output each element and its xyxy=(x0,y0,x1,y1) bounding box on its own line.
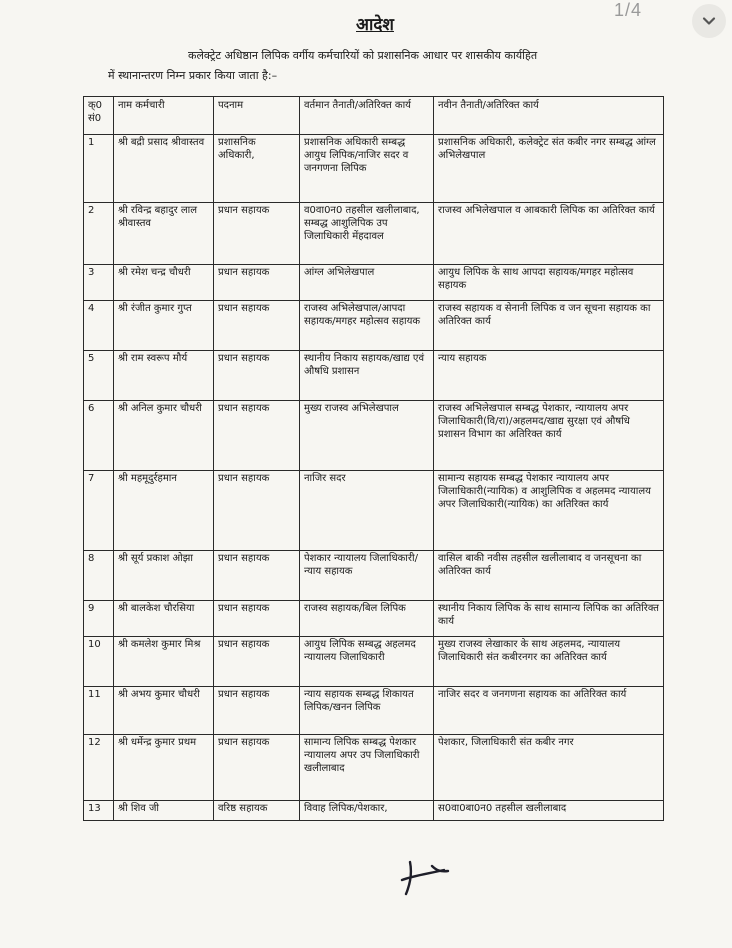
table-row xyxy=(84,687,664,735)
cell-current: राजस्व सहायक/बिल लिपिक xyxy=(300,601,434,637)
page-indicator: 1/4 xyxy=(614,0,643,20)
cell-name: श्री बालकेश चौरसिया xyxy=(114,601,214,637)
cell-designation: प्रधान सहायक xyxy=(214,735,300,801)
cell-current: आंग्ल अभिलेखपाल xyxy=(300,265,434,301)
cell-current: नाजिर सदर xyxy=(300,471,434,551)
cell-designation: प्रधान सहायक xyxy=(214,637,300,687)
table-row xyxy=(84,637,664,687)
cell-new: पेशकार, जिलाधिकारी संत कबीर नगर xyxy=(434,735,664,801)
cell-name: श्री शिव जी xyxy=(114,801,214,821)
table-row xyxy=(84,203,664,265)
cell-current: प्रशासनिक अधिकारी सम्बद्ध आयुध लिपिक/नाजिर सदर व जनगणना लिपिक xyxy=(300,135,434,203)
cell-name: श्री महमूदुर्रहमान xyxy=(114,471,214,551)
intro-line-2: में स्थानान्तरण निम्न प्रकार किया जाता है:– xyxy=(108,69,278,82)
cell-serial: 12 xyxy=(84,735,114,801)
cell-designation: प्रशासनिक अधिकारी, xyxy=(214,135,300,203)
header-name: नाम कर्मचारी xyxy=(114,97,214,135)
cell-current: आयुध लिपिक सम्बद्ध अहलमद न्यायालय जिलाधिकारी xyxy=(300,637,434,687)
cell-designation: प्रधान सहायक xyxy=(214,301,300,351)
cell-name: श्री धर्मेन्द्र कुमार प्रथम xyxy=(114,735,214,801)
cell-serial: 3 xyxy=(84,265,114,301)
intro-line-1: कलेक्ट्रेट अधिष्ठान लिपिक वर्गीय कर्मचारियों को प्रशासनिक आधार पर शासकीय कार्यहित xyxy=(188,49,538,62)
cell-serial: 4 xyxy=(84,301,114,351)
signature-mark xyxy=(392,858,456,898)
chevron-down-icon[interactable] xyxy=(692,4,726,38)
cell-new: स0वा0बा0न0 तहसील खलीलाबाद xyxy=(434,801,664,821)
table-row xyxy=(84,735,664,801)
cell-new: मुख्य राजस्व लेखाकार के साथ अहलमद, न्यायालय जिलाधिकारी संत कबीरनगर का अतिरिक्त कार्य xyxy=(434,637,664,687)
cell-designation: प्रधान सहायक xyxy=(214,687,300,735)
document-title: आदेश xyxy=(356,15,394,35)
table-header-row xyxy=(84,97,664,135)
cell-new: आयुध लिपिक के साथ आपदा सहायक/मगहर महोत्सव सहायक xyxy=(434,265,664,301)
table-row xyxy=(84,265,664,301)
cell-name: श्री सूर्य प्रकाश ओझा xyxy=(114,551,214,601)
chevron-down-glyph xyxy=(701,13,717,29)
table-row xyxy=(84,471,664,551)
cell-current: विवाह लिपिक/पेशकार, xyxy=(300,801,434,821)
cell-new: सामान्य सहायक सम्बद्ध पेशकार न्यायालय अपर जिलाधिकारी(न्यायिक) व आशुलिपिक व अहलमद न्यायालय अपर जिलाधिकारी(न्यायिक) का अतिरिक्त कार्य xyxy=(434,471,664,551)
cell-current: व0वा0न0 तहसील खलीलाबाद, सम्बद्ध आशुलिपिक उप जिलाधिकारी मेंहदावल xyxy=(300,203,434,265)
table-row xyxy=(84,301,664,351)
cell-designation: वरिष्ठ सहायक xyxy=(214,801,300,821)
cell-name: श्री कमलेश कुमार मिश्र xyxy=(114,637,214,687)
cell-serial: 2 xyxy=(84,203,114,265)
table-row xyxy=(84,401,664,471)
cell-new: वासिल बाकी नवीस तहसील खलीलाबाद व जनसूचना का अतिरिक्त कार्य xyxy=(434,551,664,601)
cell-designation: प्रधान सहायक xyxy=(214,203,300,265)
table-row xyxy=(84,601,664,637)
header-serial: क्0 सं0 xyxy=(84,97,114,135)
cell-serial: 6 xyxy=(84,401,114,471)
cell-serial: 5 xyxy=(84,351,114,401)
header-new-posting: नवीन तैनाती/अतिरिक्त कार्य xyxy=(434,97,664,135)
transfer-table xyxy=(83,96,664,821)
cell-name: श्री अनिल कुमार चौधरी xyxy=(114,401,214,471)
cell-new: प्रशासनिक अधिकारी, कलेक्ट्रेट संत कबीर नगर सम्बद्ध आंग्ल अभिलेखपाल xyxy=(434,135,664,203)
cell-new: न्याय सहायक xyxy=(434,351,664,401)
cell-designation: प्रधान सहायक xyxy=(214,265,300,301)
cell-current: स्थानीय निकाय सहायक/खाद्य एवं औषधि प्रशासन xyxy=(300,351,434,401)
cell-name: श्री रमेश चन्द्र चौधरी xyxy=(114,265,214,301)
table-row xyxy=(84,801,664,821)
cell-new: राजस्व सहायक व सेनानी लिपिक व जन सूचना सहायक का अतिरिक्त कार्य xyxy=(434,301,664,351)
table-row xyxy=(84,135,664,203)
cell-serial: 11 xyxy=(84,687,114,735)
cell-current: पेशकार न्यायालय जिलाधिकारी/न्याय सहायक xyxy=(300,551,434,601)
cell-serial: 10 xyxy=(84,637,114,687)
cell-name: श्री बद्री प्रसाद श्रीवास्तव xyxy=(114,135,214,203)
table-row xyxy=(84,551,664,601)
cell-name: श्री अभय कुमार चौधरी xyxy=(114,687,214,735)
cell-designation: प्रधान सहायक xyxy=(214,351,300,401)
cell-current: राजस्व अभिलेखपाल/आपदा सहायक/मगहर महोत्सव सहायक xyxy=(300,301,434,351)
cell-current: मुख्य राजस्व अभिलेखपाल xyxy=(300,401,434,471)
cell-new: स्थानीय निकाय लिपिक के साथ सामान्य लिपिक का अतिरिक्त कार्य xyxy=(434,601,664,637)
cell-designation: प्रधान सहायक xyxy=(214,601,300,637)
cell-current: सामान्य लिपिक सम्बद्ध पेशकार न्यायालय अपर उप जिलाधिकारी खलीलाबाद xyxy=(300,735,434,801)
cell-name: श्री रविन्द्र बहादुर लाल श्रीवास्तव xyxy=(114,203,214,265)
cell-name: श्री राम स्वरूप मौर्य xyxy=(114,351,214,401)
cell-serial: 1 xyxy=(84,135,114,203)
cell-serial: 9 xyxy=(84,601,114,637)
header-designation: पदनाम xyxy=(214,97,300,135)
cell-designation: प्रधान सहायक xyxy=(214,551,300,601)
cell-serial: 7 xyxy=(84,471,114,551)
table-row xyxy=(84,351,664,401)
cell-name: श्री रंजीत कुमार गुप्त xyxy=(114,301,214,351)
cell-new: नाजिर सदर व जनगणना सहायक का अतिरिक्त कार्य xyxy=(434,687,664,735)
cell-new: राजस्व अभिलेखपाल सम्बद्ध पेशकार, न्यायालय अपर जिलाधिकारी(वि/रा)/अहलमद/खाद्य सुरक्षा एवं औषधि प्रशासन विभाग का अतिरिक्त कार्य xyxy=(434,401,664,471)
cell-current: न्याय सहायक सम्बद्ध शिकायत लिपिक/खनन लिपिक xyxy=(300,687,434,735)
cell-designation: प्रधान सहायक xyxy=(214,401,300,471)
intro-paragraph xyxy=(108,46,668,86)
cell-new: राजस्व अभिलेखपाल व आबकारी लिपिक का अतिरिक्त कार्य xyxy=(434,203,664,265)
header-current-posting: वर्तमान तैनाती/अतिरिक्त कार्य xyxy=(300,97,434,135)
cell-serial: 13 xyxy=(84,801,114,821)
cell-designation: प्रधान सहायक xyxy=(214,471,300,551)
cell-serial: 8 xyxy=(84,551,114,601)
